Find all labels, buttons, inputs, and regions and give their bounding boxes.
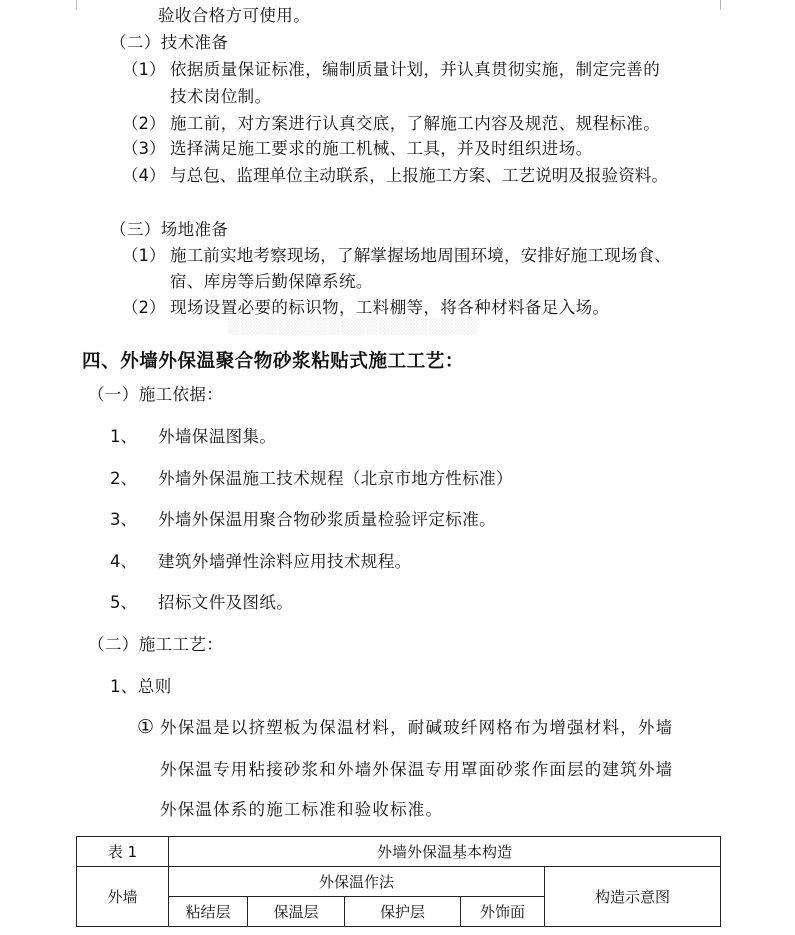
- table-title-cell: 外墙外保温基本构造: [169, 837, 721, 867]
- tech-item-text: 施工前，对方案进行认真交底，了解施工内容及规范、规程标准。: [170, 114, 661, 133]
- tech-prep-heading: （二）技术准备: [110, 33, 229, 52]
- process-heading: （二）施工工艺：: [88, 635, 224, 654]
- basis-number: 2、: [110, 469, 137, 488]
- tech-item-text: 选择满足施工要求的施工机械、工具，并及时组织进场。: [170, 139, 593, 158]
- basis-number: 3、: [110, 510, 137, 529]
- page-corner-mark-right: [720, 0, 735, 10]
- basis-number: 1、: [110, 427, 137, 446]
- general-heading: 1、总则: [110, 677, 172, 696]
- basis-item: 建筑外墙弹性涂料应用技术规程。: [158, 552, 412, 571]
- tech-item-number: （3）: [122, 139, 166, 158]
- site-item-number: （2）: [122, 298, 166, 317]
- site-prep-heading: （三）场地准备: [110, 220, 229, 239]
- general-paragraph-line: 外保温专用粘接砂浆和外墙外保温专用罩面砂浆作面层的建筑外墙: [160, 760, 674, 779]
- layer-cell: 保温层: [248, 897, 345, 927]
- general-paragraph-line: 外保温是以挤塑板为保温材料，耐碱玻纤网格布为增强材料，外墙: [160, 718, 674, 737]
- basis-item: 外墙外保温用聚合物砂浆质量检验评定标准。: [158, 510, 496, 529]
- table-label-cell: 表 1: [77, 837, 169, 867]
- circled-one-marker: ①: [137, 716, 155, 738]
- site-item-number: （1）: [122, 246, 166, 265]
- page-corner-mark-left: [62, 0, 77, 10]
- basis-heading: （一）施工依据：: [88, 385, 224, 404]
- faint-watermark: ▒▒▒▒▒▒▒▒▒▒▒▒▒▒▒▒▒▒▒▒: [228, 318, 479, 336]
- tech-item-number: （2）: [122, 114, 166, 133]
- construction-table: [76, 836, 721, 927]
- site-item-text-cont: 宿、库房等后勤保障系统。: [170, 272, 373, 291]
- paragraph-tail: 验收合格方可使用。: [158, 6, 311, 25]
- row-header-cell: 外墙: [77, 867, 169, 927]
- basis-item: 外墙外保温施工技术规程（北京市地方性标准）: [158, 469, 513, 488]
- layer-cell: 外饰面: [461, 897, 545, 927]
- tech-item-text: 与总包、监理单位主动联系，上报施工方案、工艺说明及报验资料。: [170, 166, 668, 185]
- basis-number: 5、: [110, 593, 137, 612]
- site-item-text: 施工前实地考察现场，了解掌握场地周围环境，安排好施工现场食、: [170, 246, 671, 265]
- tech-item-text: 依据质量保证标准，编制质量计划，并认真贯彻实施，制定完善的: [170, 60, 661, 79]
- group-header-cell: 外保温作法: [169, 867, 545, 897]
- layer-cell: 粘结层: [169, 897, 248, 927]
- basis-item: 招标文件及图纸。: [158, 593, 294, 612]
- basis-item: 外墙保温图集。: [158, 427, 277, 446]
- layer-cell: 保护层: [345, 897, 461, 927]
- tech-item-number: （4）: [122, 166, 166, 185]
- general-paragraph-line: 外保温体系的施工标准和验收标准。: [160, 800, 444, 819]
- tech-item-text-cont: 技术岗位制。: [170, 87, 272, 106]
- diagram-header-cell: 构造示意图: [545, 867, 721, 927]
- basis-number: 4、: [110, 552, 137, 571]
- tech-item-number: （1）: [122, 60, 166, 79]
- section-4-title: 四、外墙外保温聚合物砂浆粘贴式施工工艺：: [82, 351, 465, 372]
- site-item-text: 现场设置必要的标识物，工料棚等，将各种材料备足入场。: [170, 298, 610, 317]
